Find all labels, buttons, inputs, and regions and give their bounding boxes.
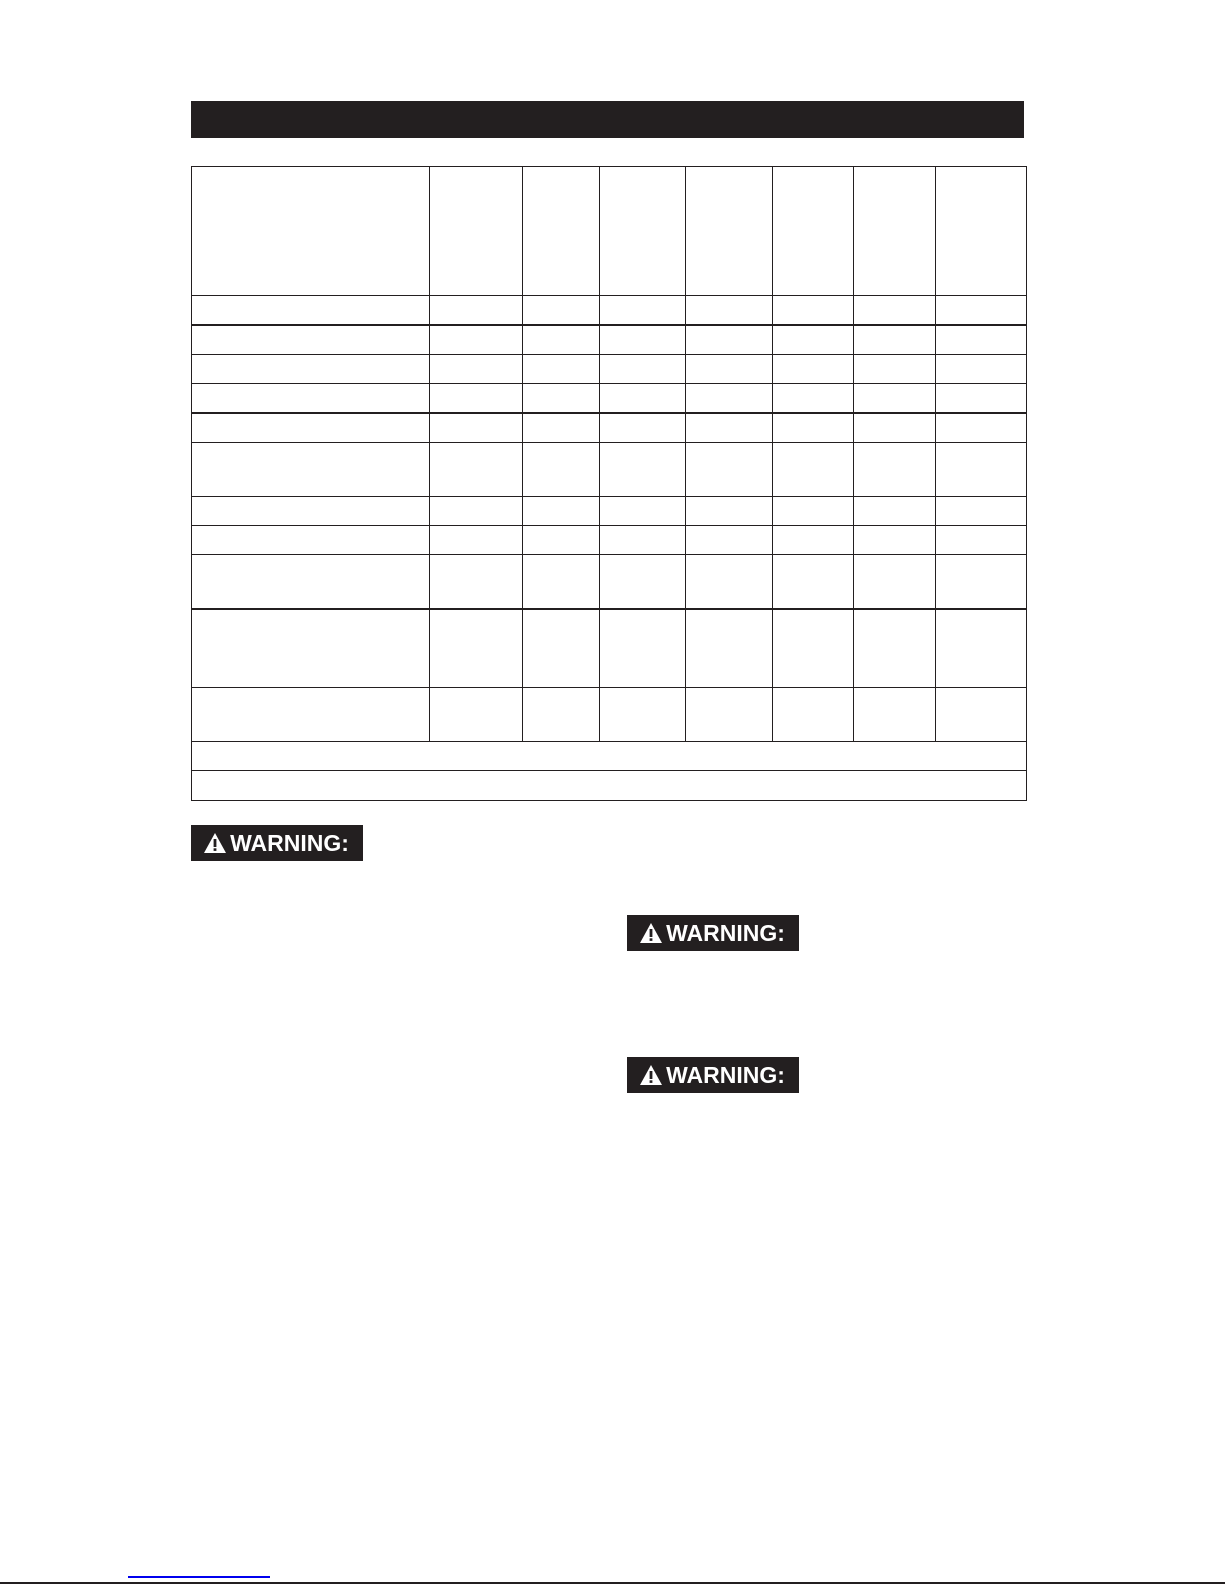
- table-cell: [773, 354, 854, 383]
- table-cell: [192, 555, 430, 609]
- header-cell: [854, 167, 936, 296]
- table-cell: [936, 496, 1027, 525]
- table-cell: [936, 688, 1027, 742]
- table-cell: [523, 526, 600, 555]
- table-row: [192, 413, 1027, 442]
- header-cell: [773, 167, 854, 296]
- table-cell: [686, 384, 773, 413]
- table-cell: [936, 354, 1027, 383]
- table-cell: [686, 555, 773, 609]
- table-cell: [773, 688, 854, 742]
- table-row: [192, 354, 1027, 383]
- table-cell: [773, 325, 854, 354]
- table-cell: [936, 555, 1027, 609]
- warning-triangle-icon: [639, 922, 663, 944]
- warning-triangle-icon: [639, 1064, 663, 1086]
- warning-label-text: WARNING:: [666, 1061, 785, 1088]
- warning-label-2: [627, 915, 799, 951]
- table-cell: [854, 526, 936, 555]
- table-cell: [936, 295, 1027, 324]
- table-cell: [600, 354, 686, 383]
- warning-label-3: [627, 1057, 799, 1093]
- table-cell: [600, 555, 686, 609]
- table-cell: [854, 325, 936, 354]
- table-cell: [854, 496, 936, 525]
- table-cell: [430, 609, 523, 688]
- table-row: [192, 496, 1027, 525]
- warning-label-text: WARNING:: [666, 919, 785, 946]
- table-cell: [192, 413, 430, 442]
- table-cell: [773, 496, 854, 525]
- table-cell: [523, 384, 600, 413]
- table-cell: [773, 413, 854, 442]
- table-cell: [600, 609, 686, 688]
- table-cell: [600, 384, 686, 413]
- table-cell: [686, 442, 773, 496]
- table-cell: [430, 526, 523, 555]
- table-cell: [600, 496, 686, 525]
- table-cell: [936, 442, 1027, 496]
- table-cell: [192, 325, 430, 354]
- table-cell: [686, 325, 773, 354]
- table-cell: [773, 295, 854, 324]
- table-cell: [192, 354, 430, 383]
- table-cell: [854, 442, 936, 496]
- table-row: [192, 526, 1027, 555]
- header-cell: [192, 167, 430, 296]
- warning-triangle-icon: [203, 832, 227, 854]
- header-cell: [430, 167, 523, 296]
- table-cell: [936, 325, 1027, 354]
- table-header-row: [192, 167, 1027, 296]
- table-cell: [854, 688, 936, 742]
- table-row: [192, 555, 1027, 609]
- warning-label-text: WARNING:: [230, 829, 349, 856]
- table-cell: [686, 688, 773, 742]
- table-row: [192, 609, 1027, 688]
- table-cell: [686, 413, 773, 442]
- table-cell: [430, 688, 523, 742]
- table-cell: [936, 413, 1027, 442]
- header-cell: [600, 167, 686, 296]
- table-cell: [192, 442, 430, 496]
- table-cell: [773, 526, 854, 555]
- table-cell: [600, 295, 686, 324]
- table-cell: [430, 325, 523, 354]
- table-cell: [523, 354, 600, 383]
- table-row: [192, 295, 1027, 324]
- table-cell: [854, 413, 936, 442]
- table-cell: [600, 526, 686, 555]
- footer-link-underline[interactable]: [128, 1576, 270, 1578]
- specifications-table: [191, 166, 1027, 801]
- table-cell: [192, 384, 430, 413]
- table-row: [192, 384, 1027, 413]
- table-row: [192, 688, 1027, 742]
- section-title-bar: [191, 101, 1024, 138]
- footnote-cell: [192, 742, 1027, 771]
- table-cell: [854, 555, 936, 609]
- table-cell: [686, 496, 773, 525]
- table-cell: [773, 609, 854, 688]
- table-cell: [854, 384, 936, 413]
- table-cell: [192, 295, 430, 324]
- table-cell: [523, 442, 600, 496]
- table-cell: [430, 442, 523, 496]
- table-cell: [600, 325, 686, 354]
- table-cell: [854, 354, 936, 383]
- table-cell: [523, 496, 600, 525]
- header-cell: [523, 167, 600, 296]
- table-cell: [773, 384, 854, 413]
- page-bottom-rule: [0, 1582, 1225, 1584]
- table-cell: [430, 354, 523, 383]
- table-row: [192, 325, 1027, 354]
- table-cell: [686, 526, 773, 555]
- table-cell: [936, 384, 1027, 413]
- header-cell: [686, 167, 773, 296]
- table-cell: [523, 555, 600, 609]
- table-cell: [523, 413, 600, 442]
- table-cell: [430, 555, 523, 609]
- table-cell: [430, 295, 523, 324]
- table-cell: [773, 442, 854, 496]
- table-cell: [192, 609, 430, 688]
- table-cell: [773, 555, 854, 609]
- table-cell: [936, 526, 1027, 555]
- table-cell: [523, 609, 600, 688]
- table-cell: [936, 609, 1027, 688]
- table-cell: [523, 325, 600, 354]
- table-cell: [686, 609, 773, 688]
- header-cell: [936, 167, 1027, 296]
- table-cell: [523, 688, 600, 742]
- table-cell: [854, 295, 936, 324]
- table-cell: [600, 442, 686, 496]
- table-cell: [854, 609, 936, 688]
- table-cell: [430, 413, 523, 442]
- table-cell: [686, 295, 773, 324]
- warning-label-1: [191, 825, 363, 861]
- table-cell: [192, 526, 430, 555]
- table-cell: [192, 496, 430, 525]
- table-footnote-row: [192, 742, 1027, 771]
- table-footnote-row: [192, 771, 1027, 801]
- table-cell: [192, 688, 430, 742]
- table-row: [192, 442, 1027, 496]
- table-cell: [430, 384, 523, 413]
- table-cell: [600, 413, 686, 442]
- table-cell: [430, 496, 523, 525]
- table-cell: [600, 688, 686, 742]
- table-cell: [686, 354, 773, 383]
- footnote-cell: [192, 771, 1027, 801]
- table-cell: [523, 295, 600, 324]
